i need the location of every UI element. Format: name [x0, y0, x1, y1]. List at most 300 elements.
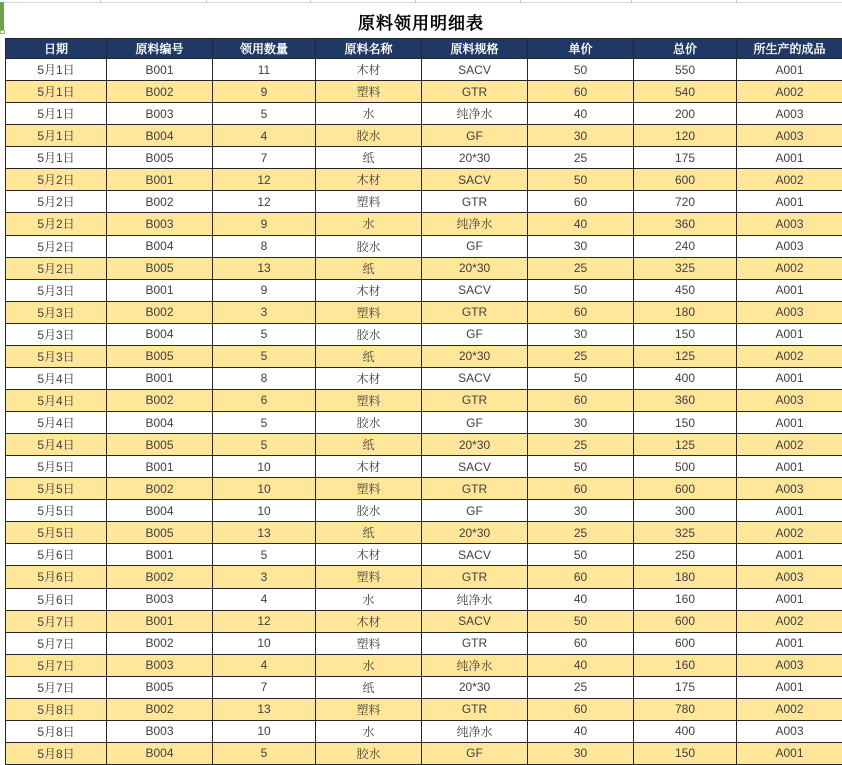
- cell-total-price[interactable]: 240: [634, 235, 737, 257]
- cell-date[interactable]: 5月3日: [6, 323, 107, 345]
- cell-total-price[interactable]: 120: [634, 125, 737, 147]
- cell-material-name[interactable]: 塑料: [316, 632, 422, 654]
- table-row: [6, 257, 842, 279]
- cell-unit-price[interactable]: 60: [528, 478, 634, 500]
- cell-date[interactable]: 5月4日: [6, 434, 107, 456]
- cell-product[interactable]: A003: [737, 478, 842, 500]
- cell-total-price[interactable]: 600: [634, 169, 737, 191]
- cell-spec[interactable]: SACV: [422, 367, 528, 389]
- cell-date[interactable]: 5月2日: [6, 235, 107, 257]
- cell-material-code[interactable]: B004: [107, 125, 213, 147]
- cell-spec[interactable]: 纯净水: [422, 720, 528, 742]
- cell-date[interactable]: 5月7日: [6, 610, 107, 632]
- cell-material-name[interactable]: 木材: [316, 456, 422, 478]
- table-row: [6, 301, 842, 323]
- cell-product[interactable]: A001: [737, 279, 842, 301]
- cell-material-name[interactable]: 木材: [316, 610, 422, 632]
- cell-quantity[interactable]: 9: [213, 213, 316, 235]
- cell-material-code[interactable]: B005: [107, 676, 213, 698]
- cell-spec[interactable]: 20*30: [422, 676, 528, 698]
- cell-quantity[interactable]: 5: [213, 544, 316, 566]
- cell-material-code[interactable]: B002: [107, 389, 213, 411]
- cell-total-price[interactable]: 250: [634, 544, 737, 566]
- cell-spec[interactable]: 20*30: [422, 434, 528, 456]
- cell-unit-price[interactable]: 50: [528, 456, 634, 478]
- cell-unit-price[interactable]: 40: [528, 588, 634, 610]
- cell-product[interactable]: A003: [737, 213, 842, 235]
- cell-material-code[interactable]: B001: [107, 367, 213, 389]
- table-row: [6, 345, 842, 367]
- gridline-tick: [100, 0, 101, 3]
- cell-product[interactable]: A001: [737, 588, 842, 610]
- cell-spec[interactable]: GF: [422, 500, 528, 522]
- cell-material-name[interactable]: 木材: [316, 59, 422, 81]
- cell-unit-price[interactable]: 30: [528, 412, 634, 434]
- cell-unit-price[interactable]: 60: [528, 389, 634, 411]
- cell-unit-price[interactable]: 40: [528, 720, 634, 742]
- cell-product[interactable]: A001: [737, 456, 842, 478]
- cell-material-code[interactable]: B002: [107, 301, 213, 323]
- cell-spec[interactable]: GTR: [422, 191, 528, 213]
- table-row: [6, 676, 842, 698]
- table-header: [6, 39, 842, 59]
- cell-product[interactable]: A002: [737, 698, 842, 720]
- cell-material-name[interactable]: 塑料: [316, 81, 422, 103]
- table-row: [6, 279, 842, 301]
- gridline-tick: [310, 0, 311, 3]
- cell-total-price[interactable]: 150: [634, 412, 737, 434]
- cell-date[interactable]: 5月1日: [6, 125, 107, 147]
- cell-product[interactable]: A003: [737, 389, 842, 411]
- cell-material-name[interactable]: 水: [316, 213, 422, 235]
- cell-quantity[interactable]: 3: [213, 301, 316, 323]
- cell-total-price[interactable]: 150: [634, 323, 737, 345]
- cell-material-code[interactable]: B002: [107, 632, 213, 654]
- cell-spec[interactable]: GTR: [422, 566, 528, 588]
- cell-unit-price[interactable]: 40: [528, 103, 634, 125]
- cell-quantity[interactable]: 4: [213, 654, 316, 676]
- table-row: [6, 698, 842, 720]
- cell-unit-price[interactable]: 40: [528, 654, 634, 676]
- cell-material-name[interactable]: 水: [316, 103, 422, 125]
- cell-total-price[interactable]: 360: [634, 389, 737, 411]
- cell-product[interactable]: A001: [737, 742, 842, 764]
- cell-material-name[interactable]: 木材: [316, 279, 422, 301]
- cell-quantity[interactable]: 5: [213, 103, 316, 125]
- gridline-tick: [736, 0, 737, 3]
- cell-product[interactable]: A003: [737, 654, 842, 676]
- cell-quantity[interactable]: 12: [213, 191, 316, 213]
- cell-material-code[interactable]: B004: [107, 235, 213, 257]
- cell-material-name[interactable]: 胶水: [316, 323, 422, 345]
- cell-material-code[interactable]: B003: [107, 588, 213, 610]
- cell-quantity[interactable]: 13: [213, 257, 316, 279]
- cell-material-code[interactable]: B002: [107, 698, 213, 720]
- column-header-spec[interactable]: 原料规格: [422, 39, 528, 59]
- cell-total-price[interactable]: 600: [634, 610, 737, 632]
- cell-unit-price[interactable]: 25: [528, 147, 634, 169]
- table-row: [6, 389, 842, 411]
- cell-quantity[interactable]: 10: [213, 720, 316, 742]
- cell-spec[interactable]: GF: [422, 742, 528, 764]
- cell-material-name[interactable]: 纸: [316, 147, 422, 169]
- table-row: [6, 103, 842, 125]
- cell-quantity[interactable]: 3: [213, 566, 316, 588]
- cell-product[interactable]: A002: [737, 434, 842, 456]
- cell-spec[interactable]: GF: [422, 125, 528, 147]
- cell-spec[interactable]: GTR: [422, 478, 528, 500]
- cell-material-code[interactable]: B005: [107, 434, 213, 456]
- cell-quantity[interactable]: 5: [213, 323, 316, 345]
- cell-quantity[interactable]: 10: [213, 632, 316, 654]
- cell-spec[interactable]: GF: [422, 412, 528, 434]
- cell-date[interactable]: 5月8日: [6, 720, 107, 742]
- cell-product[interactable]: A001: [737, 500, 842, 522]
- cell-date[interactable]: 5月1日: [6, 59, 107, 81]
- cell-material-code[interactable]: B001: [107, 169, 213, 191]
- cell-material-name[interactable]: 塑料: [316, 191, 422, 213]
- cell-product[interactable]: A003: [737, 566, 842, 588]
- cell-product[interactable]: A003: [737, 103, 842, 125]
- cell-quantity[interactable]: 8: [213, 367, 316, 389]
- cell-material-name[interactable]: 木材: [316, 367, 422, 389]
- table-row: [6, 500, 842, 522]
- cell-material-code[interactable]: B002: [107, 478, 213, 500]
- cell-total-price[interactable]: 600: [634, 478, 737, 500]
- cell-quantity[interactable]: 13: [213, 698, 316, 720]
- cell-total-price[interactable]: 400: [634, 720, 737, 742]
- cell-unit-price[interactable]: 60: [528, 566, 634, 588]
- cell-total-price[interactable]: 175: [634, 676, 737, 698]
- cell-date[interactable]: 5月6日: [6, 566, 107, 588]
- cell-spec[interactable]: SACV: [422, 169, 528, 191]
- cell-material-name[interactable]: 纸: [316, 676, 422, 698]
- cell-spec[interactable]: GTR: [422, 698, 528, 720]
- cell-spec[interactable]: 纯净水: [422, 588, 528, 610]
- table-row: [6, 522, 842, 544]
- cell-unit-price[interactable]: 25: [528, 434, 634, 456]
- cell-spec[interactable]: GTR: [422, 81, 528, 103]
- cell-quantity[interactable]: 12: [213, 610, 316, 632]
- cell-spec[interactable]: 20*30: [422, 345, 528, 367]
- cell-unit-price[interactable]: 40: [528, 213, 634, 235]
- table-row: [6, 412, 842, 434]
- cell-material-name[interactable]: 塑料: [316, 698, 422, 720]
- cell-material-code[interactable]: B003: [107, 720, 213, 742]
- cell-product[interactable]: A001: [737, 632, 842, 654]
- cell-quantity[interactable]: 7: [213, 147, 316, 169]
- cell-quantity[interactable]: 10: [213, 500, 316, 522]
- column-header-material-name[interactable]: 原料名称: [316, 39, 422, 59]
- cell-material-code[interactable]: B001: [107, 59, 213, 81]
- cell-material-code[interactable]: B001: [107, 544, 213, 566]
- cell-total-price[interactable]: 175: [634, 147, 737, 169]
- table-row: [6, 59, 842, 81]
- cell-unit-price[interactable]: 60: [528, 81, 634, 103]
- material-requisition-table: [5, 38, 842, 765]
- cell-material-code[interactable]: B002: [107, 566, 213, 588]
- cell-unit-price[interactable]: 25: [528, 522, 634, 544]
- table-row: [6, 456, 842, 478]
- column-header-product[interactable]: 所生产的成品: [737, 39, 842, 59]
- cell-unit-price[interactable]: 50: [528, 544, 634, 566]
- cell-quantity[interactable]: 8: [213, 235, 316, 257]
- cell-material-name[interactable]: 纸: [316, 257, 422, 279]
- cell-total-price[interactable]: 160: [634, 588, 737, 610]
- cell-date[interactable]: 5月8日: [6, 742, 107, 764]
- cell-unit-price[interactable]: 30: [528, 235, 634, 257]
- cell-unit-price[interactable]: 60: [528, 632, 634, 654]
- cell-total-price[interactable]: 720: [634, 191, 737, 213]
- cell-date[interactable]: 5月6日: [6, 588, 107, 610]
- cell-material-code[interactable]: B005: [107, 345, 213, 367]
- cell-unit-price[interactable]: 60: [528, 301, 634, 323]
- cell-total-price[interactable]: 540: [634, 81, 737, 103]
- cell-product[interactable]: A001: [737, 147, 842, 169]
- cell-total-price[interactable]: 600: [634, 632, 737, 654]
- cell-total-price[interactable]: 180: [634, 566, 737, 588]
- cell-product[interactable]: A003: [737, 301, 842, 323]
- cell-date[interactable]: 5月4日: [6, 389, 107, 411]
- column-header-unit-price[interactable]: 单价: [528, 39, 634, 59]
- cell-quantity[interactable]: 7: [213, 676, 316, 698]
- column-header-material-code[interactable]: 原料编号: [107, 39, 213, 59]
- cell-material-name[interactable]: 水: [316, 654, 422, 676]
- cell-total-price[interactable]: 160: [634, 654, 737, 676]
- cell-unit-price[interactable]: 60: [528, 191, 634, 213]
- cell-product[interactable]: A002: [737, 522, 842, 544]
- cell-unit-price[interactable]: 25: [528, 345, 634, 367]
- table-row: [6, 81, 842, 103]
- cell-total-price[interactable]: 325: [634, 257, 737, 279]
- cell-quantity[interactable]: 5: [213, 412, 316, 434]
- cell-quantity[interactable]: 10: [213, 456, 316, 478]
- cell-spec[interactable]: 20*30: [422, 522, 528, 544]
- gridline-tick: [520, 0, 521, 3]
- table-row: [6, 588, 842, 610]
- cell-spec[interactable]: SACV: [422, 544, 528, 566]
- cell-product[interactable]: A003: [737, 720, 842, 742]
- cell-date[interactable]: 5月5日: [6, 522, 107, 544]
- cell-material-code[interactable]: B002: [107, 81, 213, 103]
- cell-product[interactable]: A002: [737, 81, 842, 103]
- cell-material-name[interactable]: 胶水: [316, 742, 422, 764]
- cell-date[interactable]: 5月5日: [6, 456, 107, 478]
- cell-date[interactable]: 5月2日: [6, 213, 107, 235]
- cell-date[interactable]: 5月1日: [6, 81, 107, 103]
- cell-material-code[interactable]: B004: [107, 500, 213, 522]
- cell-date[interactable]: 5月7日: [6, 676, 107, 698]
- cell-date[interactable]: 5月2日: [6, 169, 107, 191]
- cell-material-name[interactable]: 塑料: [316, 301, 422, 323]
- cell-total-price[interactable]: 780: [634, 698, 737, 720]
- cell-quantity[interactable]: 13: [213, 522, 316, 544]
- cell-product[interactable]: A002: [737, 610, 842, 632]
- cell-spec[interactable]: SACV: [422, 59, 528, 81]
- cell-total-price[interactable]: 125: [634, 345, 737, 367]
- cell-unit-price[interactable]: 25: [528, 257, 634, 279]
- cell-unit-price[interactable]: 30: [528, 125, 634, 147]
- cell-material-name[interactable]: 胶水: [316, 125, 422, 147]
- cell-total-price[interactable]: 400: [634, 367, 737, 389]
- cell-unit-price[interactable]: 30: [528, 742, 634, 764]
- cell-spec[interactable]: GF: [422, 323, 528, 345]
- cell-total-price[interactable]: 150: [634, 742, 737, 764]
- cell-quantity[interactable]: 12: [213, 169, 316, 191]
- cell-unit-price[interactable]: 60: [528, 698, 634, 720]
- cell-material-code[interactable]: B002: [107, 191, 213, 213]
- cell-material-name[interactable]: 胶水: [316, 235, 422, 257]
- cell-material-code[interactable]: B004: [107, 742, 213, 764]
- cell-quantity[interactable]: 5: [213, 742, 316, 764]
- cell-unit-price[interactable]: 50: [528, 367, 634, 389]
- table-row: [6, 610, 842, 632]
- cell-spec[interactable]: 纯净水: [422, 103, 528, 125]
- cell-product[interactable]: A003: [737, 235, 842, 257]
- cell-material-code[interactable]: B001: [107, 456, 213, 478]
- cell-unit-price[interactable]: 50: [528, 279, 634, 301]
- cell-total-price[interactable]: 360: [634, 213, 737, 235]
- cell-material-name[interactable]: 纸: [316, 345, 422, 367]
- cell-quantity[interactable]: 5: [213, 434, 316, 456]
- table-row: [6, 191, 842, 213]
- cell-material-name[interactable]: 木材: [316, 169, 422, 191]
- cell-spec[interactable]: SACV: [422, 610, 528, 632]
- cell-date[interactable]: 5月5日: [6, 478, 107, 500]
- table-row: [6, 323, 842, 345]
- cell-material-code[interactable]: B003: [107, 654, 213, 676]
- cell-product[interactable]: A003: [737, 125, 842, 147]
- cell-material-code[interactable]: B005: [107, 522, 213, 544]
- table-row: [6, 125, 842, 147]
- cell-unit-price[interactable]: 25: [528, 676, 634, 698]
- cell-material-name[interactable]: 水: [316, 720, 422, 742]
- cell-material-code[interactable]: B003: [107, 213, 213, 235]
- cell-quantity[interactable]: 10: [213, 478, 316, 500]
- column-header-total-price[interactable]: 总价: [634, 39, 737, 59]
- cell-quantity[interactable]: 4: [213, 125, 316, 147]
- cell-date[interactable]: 5月2日: [6, 257, 107, 279]
- cell-material-name[interactable]: 塑料: [316, 566, 422, 588]
- cell-material-name[interactable]: 水: [316, 588, 422, 610]
- cell-material-code[interactable]: B003: [107, 103, 213, 125]
- cell-product[interactable]: A001: [737, 59, 842, 81]
- cell-material-name[interactable]: 胶水: [316, 412, 422, 434]
- cell-material-name[interactable]: 塑料: [316, 478, 422, 500]
- cell-date[interactable]: 5月4日: [6, 367, 107, 389]
- cell-spec[interactable]: SACV: [422, 456, 528, 478]
- cell-material-code[interactable]: B001: [107, 610, 213, 632]
- cell-product[interactable]: A002: [737, 257, 842, 279]
- cell-date[interactable]: 5月7日: [6, 654, 107, 676]
- table-row: [6, 147, 842, 169]
- cell-product[interactable]: A001: [737, 191, 842, 213]
- table-row: [6, 169, 842, 191]
- cell-spec[interactable]: GTR: [422, 389, 528, 411]
- cell-unit-price[interactable]: 50: [528, 169, 634, 191]
- cell-date[interactable]: 5月4日: [6, 412, 107, 434]
- cell-spec[interactable]: 纯净水: [422, 654, 528, 676]
- cell-product[interactable]: A001: [737, 367, 842, 389]
- cell-material-code[interactable]: B005: [107, 147, 213, 169]
- cell-material-name[interactable]: 木材: [316, 544, 422, 566]
- cell-unit-price[interactable]: 50: [528, 59, 634, 81]
- cell-total-price[interactable]: 125: [634, 434, 737, 456]
- cell-quantity[interactable]: 11: [213, 59, 316, 81]
- column-header-date[interactable]: 日期: [6, 39, 107, 59]
- gridline-tick: [631, 0, 632, 3]
- cell-spec[interactable]: 20*30: [422, 257, 528, 279]
- cell-date[interactable]: 5月3日: [6, 279, 107, 301]
- cell-total-price[interactable]: 200: [634, 103, 737, 125]
- cell-total-price[interactable]: 325: [634, 522, 737, 544]
- cell-product[interactable]: A001: [737, 412, 842, 434]
- cell-date[interactable]: 5月8日: [6, 698, 107, 720]
- cell-quantity[interactable]: 4: [213, 588, 316, 610]
- table-row: [6, 235, 842, 257]
- cell-product[interactable]: A002: [737, 169, 842, 191]
- cell-unit-price[interactable]: 30: [528, 323, 634, 345]
- cell-product[interactable]: A002: [737, 345, 842, 367]
- table-row: [6, 434, 842, 456]
- cell-quantity[interactable]: 6: [213, 389, 316, 411]
- cell-material-name[interactable]: 塑料: [316, 389, 422, 411]
- cell-material-name[interactable]: 纸: [316, 434, 422, 456]
- cell-unit-price[interactable]: 50: [528, 610, 634, 632]
- cell-product[interactable]: A001: [737, 544, 842, 566]
- cell-date[interactable]: 5月3日: [6, 301, 107, 323]
- cell-quantity[interactable]: 9: [213, 279, 316, 301]
- header-row: [6, 39, 842, 59]
- cell-material-name[interactable]: 纸: [316, 522, 422, 544]
- cell-total-price[interactable]: 550: [634, 59, 737, 81]
- cell-material-code[interactable]: B005: [107, 257, 213, 279]
- cell-spec[interactable]: GF: [422, 235, 528, 257]
- table-row: [6, 544, 842, 566]
- cell-spec[interactable]: 纯净水: [422, 213, 528, 235]
- cell-material-code[interactable]: B001: [107, 279, 213, 301]
- cell-total-price[interactable]: 450: [634, 279, 737, 301]
- cell-total-price[interactable]: 300: [634, 500, 737, 522]
- cell-date[interactable]: 5月2日: [6, 191, 107, 213]
- cell-date[interactable]: 5月7日: [6, 632, 107, 654]
- cell-spec[interactable]: 20*30: [422, 147, 528, 169]
- cell-material-name[interactable]: 胶水: [316, 500, 422, 522]
- table-row: [6, 742, 842, 764]
- cell-unit-price[interactable]: 30: [528, 500, 634, 522]
- cell-spec[interactable]: GTR: [422, 632, 528, 654]
- cell-total-price[interactable]: 500: [634, 456, 737, 478]
- cell-product[interactable]: A001: [737, 323, 842, 345]
- table-row: [6, 654, 842, 676]
- cell-quantity[interactable]: 9: [213, 81, 316, 103]
- cell-material-code[interactable]: B004: [107, 412, 213, 434]
- gridline-tick: [206, 0, 207, 3]
- cell-material-code[interactable]: B004: [107, 323, 213, 345]
- cell-spec[interactable]: SACV: [422, 279, 528, 301]
- table-row: [6, 720, 842, 742]
- cell-date[interactable]: 5月3日: [6, 345, 107, 367]
- cell-date[interactable]: 5月5日: [6, 500, 107, 522]
- cell-date[interactable]: 5月1日: [6, 103, 107, 125]
- cell-quantity[interactable]: 5: [213, 345, 316, 367]
- cell-product[interactable]: A001: [737, 676, 842, 698]
- cell-date[interactable]: 5月1日: [6, 147, 107, 169]
- cell-date[interactable]: 5月6日: [6, 544, 107, 566]
- cell-total-price[interactable]: 180: [634, 301, 737, 323]
- column-header-quantity[interactable]: 领用数量: [213, 39, 316, 59]
- cell-spec[interactable]: GTR: [422, 301, 528, 323]
